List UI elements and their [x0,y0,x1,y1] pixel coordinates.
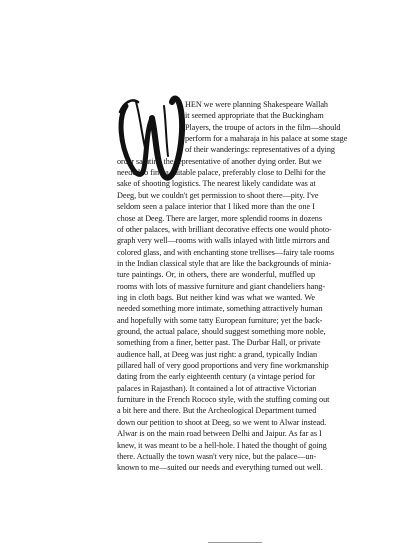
text-line: pillared hall of very good proportions and very fine workmanship [117,361,329,371]
text-line: sake of shooting logistics. The nearest likely candidate was at [117,179,316,189]
text-line: needed to find a suitable palace, preferably close to Delhi for the [117,168,326,178]
page-edge-mark [208,542,262,543]
text-line: Alwar is on the main road between Delhi and Jaipur. As far as I [117,429,322,439]
text-line: and hopefully with some tatty European furniture; yet the back- [117,315,323,325]
text-line: order saluting the representative of another dying order. But we [117,156,322,166]
text-line: dating from the early eighteenth century (a vintage period for [117,372,315,382]
text-line: down our petition to shoot at Deeg, so we went to Alwar instead. [117,417,327,427]
text-line: seldom seen a palace interior that I liked more than the one I [117,202,315,212]
text-line: known to me—suited our needs and everything turned out well. [117,463,323,473]
text-line: in the Indian classical style that are like the backgrounds of minia- [117,258,332,268]
text-line: perform for a maharaja in his palace at some stage [185,134,348,144]
text-line: there. Actually the town wasn't very nice, but the palace—un- [117,451,317,461]
text-line: of other palaces, with brilliant decorative effects one would photo- [117,224,332,234]
text-line: Deeg, but we couldn't get permission to shoot there—pity. I've [117,190,319,200]
text-line: knew, it was meant to be a hell-hole. I hated the thought of going [117,440,327,450]
text-line: rooms with lots of massive furniture and giant chandeliers hang- [117,281,326,291]
text-line: it seemed appropriate that the Buckingham [185,111,324,121]
text-line: graph very well—rooms with walls inlayed with little mirrors and [117,236,330,246]
text-line: palaces in Rajasthan). It contained a lot of attractive Victorian [117,383,317,393]
text-line: audience hall, at Deeg was just right: a grand, typically Indian [117,349,318,359]
text-line: chose at Deeg. There are larger, more splendid rooms in dozens [117,213,322,223]
text-line: of their wanderings: representatives of a dying [185,145,335,155]
text-line: furniture in the French Rococo style, with the stuffing coming out [117,395,330,405]
text-line: a bit here and there. But the Archeological Department turned [117,406,317,416]
text-line: something from a finer, better past. The Durbar Hall, or private [117,338,321,348]
text-line: needed something more intimate, something attractively human [117,304,323,314]
text-line: ture paintings. Or, in others, there are wonderful, muffled up [117,270,315,280]
text-line: ground, the actual palace, should suggest something more noble, [117,327,326,336]
text-line: HEN we were planning Shakespeare Wallah [185,100,328,109]
text-line: colored glass, and with enchanting stone trellises—fairy tale rooms [117,247,334,257]
text-line: Players, the troupe of actors in the film—should [185,122,341,132]
text-line: ing in cloth bags. But neither kind was what we wanted. We [117,292,315,302]
